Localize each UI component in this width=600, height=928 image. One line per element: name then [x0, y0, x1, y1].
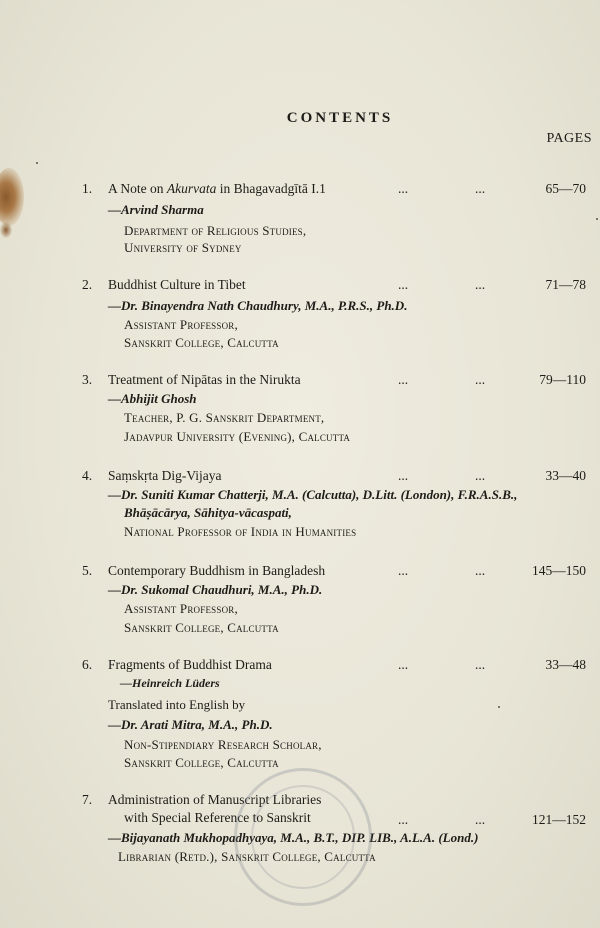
pages-column-label: PAGES: [546, 131, 592, 146]
speck: [498, 706, 500, 708]
leader-dots: ...: [398, 563, 409, 578]
entry-affiliation: National Professor of India in Humanities: [124, 524, 357, 539]
entry-author: —Abhijit Ghosh: [108, 391, 197, 406]
entry-affiliation: Teacher, P. G. Sanskrit Department,: [124, 410, 325, 425]
entry-affiliation: Assistant Professor,: [124, 601, 238, 616]
entry-pages: 33—40: [545, 468, 586, 483]
leader-dots: ...: [475, 372, 486, 387]
leader-dots: ...: [398, 277, 409, 292]
entry-author: —Dr. Suniti Kumar Chatterji, M.A. (Calcutta), D.Litt. (London), F.R.A.S.B.,: [108, 487, 518, 502]
library-seal-watermark: [234, 768, 372, 906]
entry-title-italic: Akurvata: [166, 181, 217, 196]
entry-title: [108, 181, 326, 197]
entry-title-pre: A Note on: [108, 181, 167, 196]
leader-dots: ...: [398, 181, 409, 196]
leader-dots: ...: [475, 657, 486, 672]
entry-affiliation: Sanskrit College, Calcutta: [124, 620, 279, 635]
entry-pages: 65—70: [545, 181, 586, 196]
entry-pages: 71—78: [545, 277, 586, 292]
entry-translated-by: Translated into English by: [108, 697, 246, 712]
entry-affiliation: Non-Stipendiary Research Scholar,: [124, 737, 322, 752]
entry-pages: 121—152: [532, 812, 586, 827]
entry-title-post: in Bhagavadgītā I.1: [216, 181, 326, 196]
entry-number: 3.: [82, 372, 93, 387]
entry-author: —Dr. Sukomal Chaudhuri, M.A., Ph.D.: [108, 582, 323, 597]
leader-dots: ...: [398, 372, 409, 387]
entry-title: Contemporary Buddhism in Bangladesh: [108, 563, 326, 578]
entry-author: —Arvind Sharma: [108, 202, 204, 217]
entry-title-continued: with Special Reference to Sanskrit: [124, 810, 311, 825]
speck: [596, 218, 598, 220]
page-title: CONTENTS: [286, 110, 394, 126]
leader-dots: ...: [475, 181, 486, 196]
entry-number: 2.: [82, 277, 93, 292]
entry-title: Buddhist Culture in Tibet: [108, 277, 246, 292]
entry-pages: 145—150: [532, 563, 586, 578]
entry-number: 6.: [82, 657, 93, 672]
entry-title: Fragments of Buddhist Drama: [108, 657, 272, 672]
entry-author: —Heinreich Lüders: [120, 676, 220, 690]
entry-affiliation: Sanskrit College, Calcutta: [124, 335, 279, 350]
entry-title: Saṃskṛta Dig-Vijaya: [108, 468, 222, 483]
entry-pages: 33—48: [545, 657, 586, 672]
leader-dots: ...: [475, 812, 486, 827]
entry-translator: —Dr. Arati Mitra, M.A., Ph.D.: [108, 717, 273, 732]
entry-affiliation: Librarian (Retd.), Sanskrit College, Calcutta: [118, 849, 376, 864]
entry-pages: 79—110: [539, 372, 586, 387]
entry-title: Administration of Manuscript Libraries: [108, 792, 322, 807]
entry-affiliation: University of Sydney: [124, 240, 242, 255]
entry-author: —Dr. Binayendra Nath Chaudhury, M.A., P.R.S., Ph.D.: [108, 298, 408, 313]
foxing-stain: [0, 168, 24, 226]
leader-dots: ...: [398, 657, 409, 672]
entry-title: Treatment of Nipātas in the Nirukta: [108, 372, 301, 387]
entry-number: 5.: [82, 563, 93, 578]
entry-number: 4.: [82, 468, 93, 483]
entry-number: 1.: [82, 181, 93, 196]
leader-dots: ...: [475, 277, 486, 292]
entry-author-titles: Bhāṣācārya, Sāhitya-vācaspati,: [124, 505, 292, 520]
foxing-stain-small: [0, 222, 12, 238]
entry-affiliation: Department of Religious Studies,: [124, 223, 307, 238]
leader-dots: ...: [475, 468, 486, 483]
entry-affiliation: Assistant Professor,: [124, 317, 238, 332]
speck: [36, 162, 38, 164]
leader-dots: ...: [398, 812, 409, 827]
leader-dots: ...: [475, 563, 486, 578]
entry-number: 7.: [82, 792, 93, 807]
entry-affiliation: Sanskrit College, Calcutta: [124, 755, 279, 770]
entry-author: —Bijayanath Mukhopadhyaya, M.A., B.T., DIP. LIB., A.L.A. (Lond.): [108, 830, 479, 845]
entry-affiliation: Jadavpur University (Evening), Calcutta: [124, 429, 351, 444]
leader-dots: ...: [398, 468, 409, 483]
